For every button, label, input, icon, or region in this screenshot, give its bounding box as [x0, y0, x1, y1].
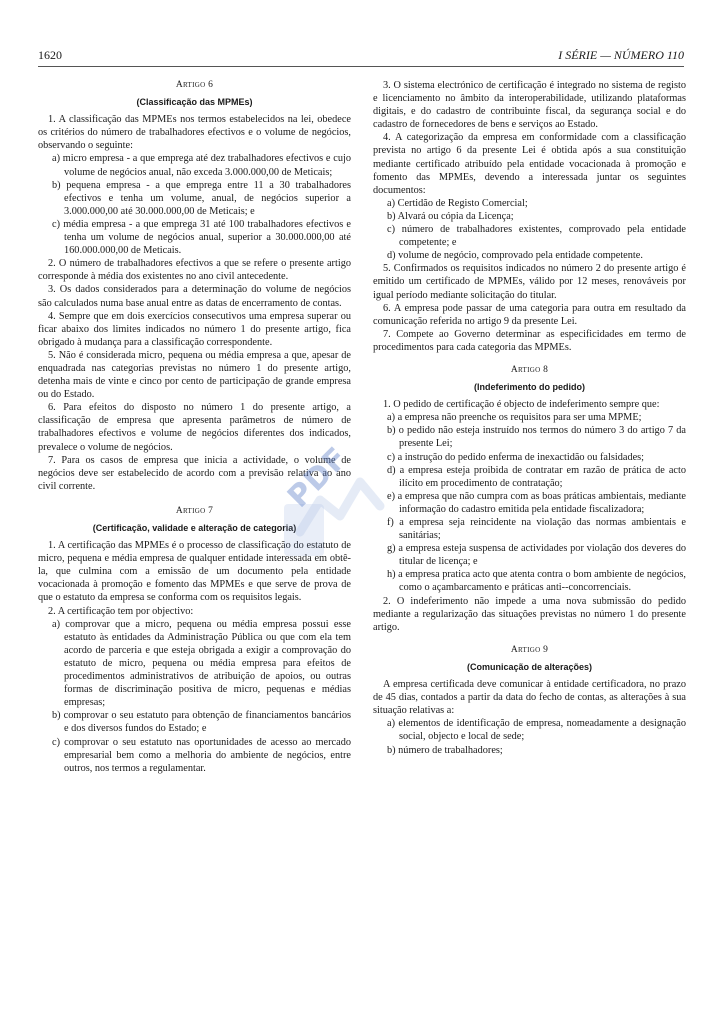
- article-7-paragraph-3: 3. O sistema electrónico de certificação é integrado no sistema de registo e licenciamento no âmbito da interoperabilidade, utilizando plataformas digitais, e do cadastro de contribuinte fiscal, da segurança social e do cadastro de fornecedores de bens e serviços ao Estado.: [373, 80, 686, 131]
- article-6-heading: Artigo 6: [175, 80, 214, 90]
- article-6-item-c: c) média empresa - a que emprega 31 até 100 trabalhadores efectivos e tenha um volume de negócios anual, superior a 30.000.000,00 até 160.000.000,00 de Meticais.: [52, 218, 351, 257]
- article-6-paragraph-3: 3. Os dados considerados para a determinação do volume de negócios são calculados numa base anual entre as datas de encerramento de contas.: [38, 284, 351, 309]
- article-6-paragraph-7: 7. Para os casos de empresa que inicia a actividade, o volume de negócios deve ser estabelecido de acordo com a previsão relativa ao ano civil corrente.: [38, 454, 351, 492]
- article-7-item-c: c) comprovar o seu estatuto nas oportunidades de acesso ao mercado empresarial bem como a melhoria do ambiente de negócios, entre outros, nos termos a regulamentar.: [52, 736, 351, 774]
- article-7-paragraph-7: 7. Compete ao Governo determinar as especificidades em termo de procedimentos para cada categoria das MPMEs.: [373, 328, 686, 353]
- article-8-item-f: f) a empresa seja reincidente na violação das normas ambientais e sanitárias;: [387, 517, 686, 542]
- article-7-item-b: b) comprovar o seu estatuto para obtenção de financiamentos bancários e dos diversos fundos do Estado; e: [52, 710, 351, 735]
- article-7-item-a: a) comprovar que a micro, pequena ou média empresa possui esse estatuto às entidades da Administração Pública ou que com ela tem acordo de parceria e que esteja obrigada a exigir a comprovação do estatuto de micro, pequena ou média empresa para efeitos de procedimentos administrativos de atribuição de apoios, ou outras formas de discriminação positiva de micro, pequenas e médias empresas;: [52, 618, 351, 709]
- article-9-item-b: b) número de trabalhadores;: [387, 744, 503, 756]
- article-7-doc-c: c) número de trabalhadores existentes, comprovado pela entidade competente; e: [387, 224, 686, 249]
- article-7-paragraph-4: 4. A categorização da empresa em conformidade com a classificação prevista no artigo 6 da presente Lei é obtida após a sua constituição mediante certificado atribuído pela entidade vocacionada à promoção e fomento das MPMEs, devendo a interessada juntar os seguintes documentos:: [373, 132, 686, 196]
- article-8-item-e: e) a empresa que não cumpra com as boas práticas ambientais, mediante informação do cadastro emitida pela entidade fiscalizadora;: [387, 490, 686, 515]
- article-7-doc-a: a) Certidão de Registo Comercial;: [387, 197, 528, 209]
- article-6-paragraph-6: 6. Para efeitos do disposto no número 1 do presente artigo, a classificação de empresa que apresenta parâmetros de número de trabalhadores efectivos e volume de negócios diferentes dos indicados, prevalece o volume de negócios.: [38, 402, 351, 453]
- article-6-title: (Classificação das MPMEs): [136, 97, 253, 108]
- article-9-item-a: a) elementos de identificação de empresa, nomeadamente a designação social, objecto e local de sede;: [387, 718, 686, 743]
- article-8-title: (Indeferimento do pedido): [474, 382, 585, 393]
- article-7-title: (Certificação, validade e alteração de categoria): [92, 523, 297, 533]
- article-6-paragraph-4: 4. Sempre que em dois exercícios consecutivos uma empresa superar ou ficar abaixo dos limites indicados no número 1 do presente artigo, fica obrigado à mudança para a classificação correspondente.: [38, 310, 351, 348]
- article-9-paragraph-1: A empresa certificada deve comunicar à entidade certificadora, no prazo de 45 dias, contados a partir da data do fecho de contas, as alterações à sua situação relativas a:: [373, 679, 686, 717]
- article-7-paragraph-2: 2. A certificação tem por objectivo:: [48, 605, 194, 617]
- watermark-text: PDF: [281, 440, 356, 515]
- article-9-heading: Artigo 9: [510, 644, 549, 655]
- page-header: [38, 48, 684, 67]
- article-8-item-d: d) a empresa esteja proibida de contratar em razão de prática de acto ilícito em procedimento de contratação;: [387, 464, 686, 489]
- article-8-item-c: c) a instrução do pedido enferma de inexactidão ou falsidades;: [387, 451, 645, 463]
- article-9-title: (Comunicação de alterações): [466, 661, 593, 672]
- article-6-item-b: b) pequena empresa - a que emprega entre 11 a 30 trabalhadores efectivos e tenha um volume, anual, de negócios superior a 3.000.000,00 até 30.000.000,00 de Meticais; e: [52, 179, 351, 217]
- article-8-paragraph-1: 1. O pedido de certificação é objecto de indeferimento sempre que:: [383, 399, 660, 411]
- article-8-item-a: a) a empresa não preenche os requisitos para ser uma MPME;: [387, 412, 642, 424]
- series-number: I SÉRIE — NÚMERO 110: [558, 48, 684, 62]
- article-7-heading: Artigo 7: [175, 505, 214, 516]
- article-8-item-b: b) o pedido não esteja instruído nos termos do número 3 do artigo 7 da presente Lei;: [387, 425, 686, 450]
- article-8-heading: Artigo 8: [510, 364, 549, 375]
- article-6-paragraph-5: 5. Não é considerada micro, pequena ou média empresa a que, apesar de enquadrada nas categorias previstas no número 1 do presente artigo, detenha mais de vinte e cinco por cento de participação de grande empresa ou do Estado.: [38, 349, 351, 401]
- article-6-paragraph-1: 1. A classificação das MPMEs nos termos estabelecidos na lei, obedece os critérios do número de trabalhadores efectivos e o volume de negócios, observando o seguinte:: [38, 114, 351, 152]
- article-6-item-a: a) micro empresa - a que emprega até dez trabalhadores efectivos e cujo volume de negócios anual, não exceda 3.000.000,00 de Meticais;: [52, 153, 351, 178]
- article-8-item-g: g) a empresa esteja suspensa de actividades por violação dos deveres do titular de licença; e: [387, 543, 686, 568]
- article-7-paragraph-5: 5. Confirmados os requisitos indicados no número 2 do presente artigo é emitido um certificado de MPMEs, válido por 12 meses, renováveis por igual período mediante solicitação do titular.: [373, 263, 686, 301]
- article-7-paragraph-6: 6. A empresa pode passar de uma categoria para outra em resultado da comunicação referida no artigo 9 da presente Lei.: [373, 302, 686, 327]
- article-8-item-h: h) a empresa pratica acto que atenta contra o bom ambiente de negócios, como o açambarcamento e práticas anti--concorrenciais.: [387, 569, 686, 594]
- left-column: [38, 79, 351, 775]
- article-8-paragraph-2: 2. O indeferimento não impede a uma nova submissão do pedido mediante a regularização das situações previstas no número 1 do presente artigo.: [373, 595, 686, 633]
- page-number: 1620: [38, 48, 62, 62]
- article-7-doc-d: d) volume de negócio, comprovado pela entidade competente.: [387, 250, 643, 262]
- article-7-paragraph-1: 1. A certificação das MPMEs é o processo de classificação do estatuto de micro, pequena e média empresa de qualquer entidade interessada em obtê-la, que culmina com a emissão de um documento pela entidade vocacionada à promoção e fomento das MPMEs e que serve de prova de que o estatuto da empresa se conforma com os requisitos legais.: [38, 540, 351, 604]
- article-7-doc-b: b) Alvará ou cópia da Licença;: [387, 210, 514, 222]
- right-column: [373, 79, 686, 757]
- article-6-paragraph-2: 2. O número de trabalhadores efectivos a que se refere o presente artigo corresponde à média dos existentes no ano civil antecedente.: [38, 258, 351, 283]
